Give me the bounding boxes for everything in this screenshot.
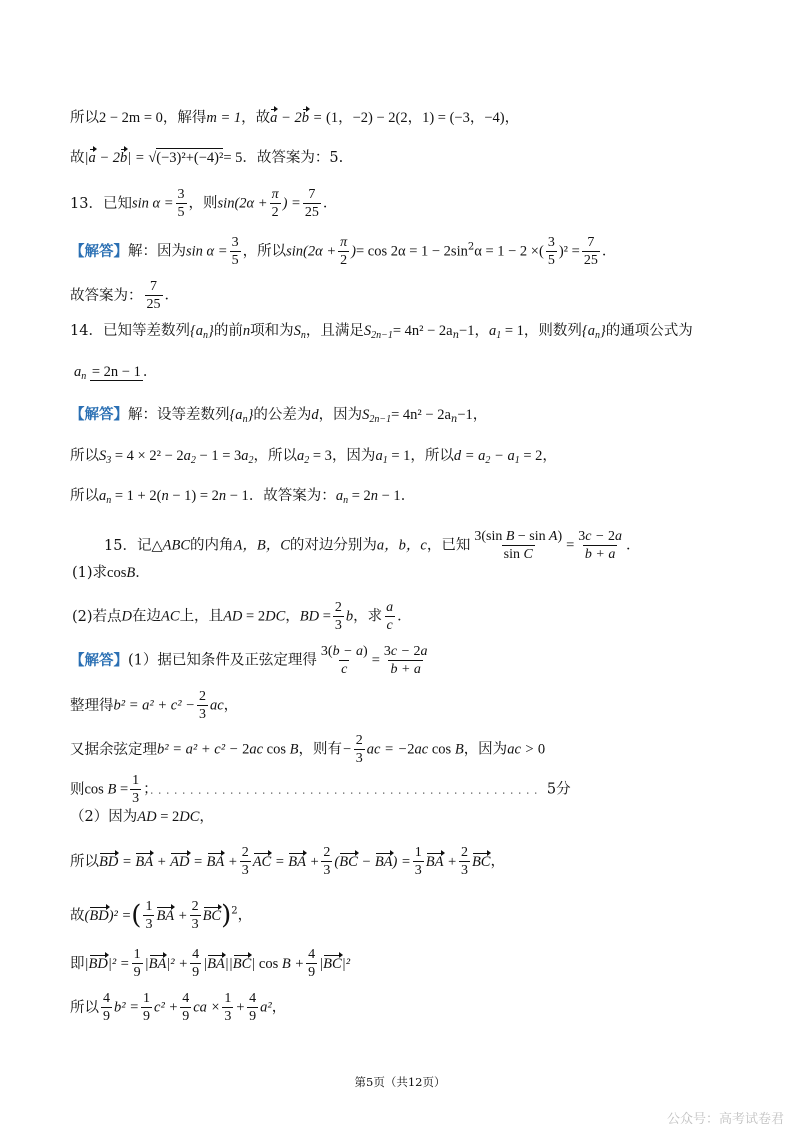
watermark: 公众号：高考试卷君 [666, 1112, 784, 1127]
question-15-part1: (1)求cosB． [72, 565, 150, 581]
page-footer: 第5页（共12页） [354, 1075, 446, 1089]
answer-14: 【解答】解：设等差数列$\{a_n\}$的公差为d，因为$S_{2n-1}= 4n^2 - 2a_n-1$， [70, 406, 488, 425]
question-14: 14．已知等差数列$\{a_n\}$的前n项和为$S_n$，且满足$S_{2n-1}= 4n^2 - 2a_n-1$，$a_1 = 1$，则数列$\{a_n\}$的通项公式为 [70, 323, 693, 341]
answer-15-part2: （2）因为AD = 2DC， [70, 809, 214, 825]
answer-15-substitute: 所以 $\frac{4}{9}$ b² = $\frac{1}{9}$ c² + $\frac{4}{9}$ ca × $\frac{1}{3}$ + $\frac{4}{9}$ a²， [70, 991, 287, 1024]
solution-line: 所以2 − 2m = 0，解得m = 1，故a − 2b = (1，−2) − 2(2，1) = (−3，−4)， [70, 110, 520, 126]
answer-15-step: 又据余弦定理b² = a² + c² − 2ac cos B，则有− $\frac{2}{3}$ ac = −2ac cos B，因为ac > 0 [70, 733, 546, 766]
question-14-answer: $a_n = 2n - 1$ ． [74, 364, 158, 382]
answer-15-expand: 即|BD|² = $\frac{1}{9}$ |BA|² + $\frac{4}{9}$ |BA||BC| cos B + $\frac{4}{9}$ |BC|² [70, 947, 351, 980]
answer-15-result: 则cos B = $\frac{1}{3}$ ；．．．．．．．．．．．．．．．．．．．．．．．．．．．．．．．．．．．．．．．．．．．．．．．．．5分 [70, 773, 571, 806]
question-13: 13．已知sin α = $\frac{3}{5}$ ，则sin(2α + $\frac{\pi}{2}$ ) = $\frac{7}{25}$ ． [70, 187, 338, 220]
question-15-part2: (2)若点D在边AC上，且AD = 2DC，BD = $\frac{2}{3}$ b，求 $\frac{a}{c}$ ． [72, 600, 412, 633]
answer-15-square: 故(BD)² =( $\frac{1}{3}$ BA + $\frac{2}{3}$ BC)$^2$， [70, 899, 253, 932]
answer-14-final: 所以$a_n = 1 + 2(n - 1) = 2n - 1$．故答案为：$a_n = 2n - 1$． [70, 488, 416, 506]
answer-15-step: 整理得b² = a² + c² − $\frac{2}{3}$ ac， [70, 689, 239, 722]
answer-14-step: 所以$S_3 = 4 \times 2^2 - 2a_2 - 1 = 3a_2$，所以$a_2 = 3$，因为$a_1 = 1$，所以$d = a_2 - a_1 = 2$， [70, 448, 557, 466]
answer-13-final: 故答案为： $\frac{7}{25}$ ． [70, 279, 179, 312]
answer-15-vector: 所以BD = BA + AD = BA + $\frac{2}{3}$ AC = BA + $\frac{2}{3}$ (BC − BA) = $\frac{1}{3}$ BA + $\frac{2}{3}$ BC， [70, 845, 505, 878]
answer-15: 【解答】(1）据已知条件及正弦定理得 $\frac{3(b - a)}{c}$ = $\frac{3c - 2a}{b + a}$ [70, 644, 428, 677]
answer-13: 【解答】解：因为sin α = $\frac{3}{5}$ ，所以sin(2α + $\frac{\pi}{2}$ )= $\cos 2\alpha = 1 - 2\sin^2\alpha = 1 - 2$ ×( $\frac{3}{5}$ )² = $\frac{7}{25}$ ． [70, 235, 617, 268]
question-15: 15．记△ABC的内角A，B，C的对边分别为a，b，c，已知 $\frac{\text{3(sin B − sin A)}}{\text{sin C}}$ = $\frac{3c - 2a}{b + a}$ ． [104, 529, 641, 562]
solution-line: 故|a − 2b| = √(−3)²+(−4)²= 5．故答案为：5. [70, 150, 344, 166]
